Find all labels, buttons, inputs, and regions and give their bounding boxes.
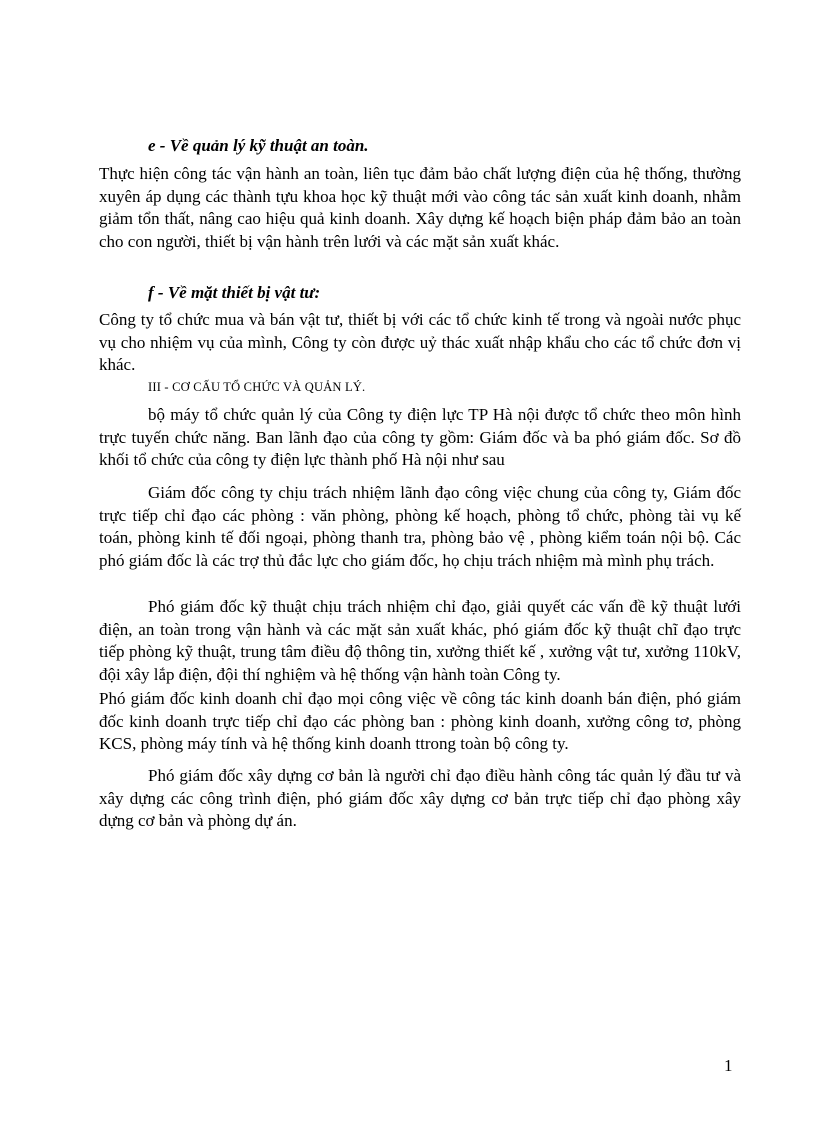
section-3-heading: III - CƠ CẤU TỔ CHỨC VÀ QUẢN LÝ. (148, 380, 366, 394)
business-deputy-paragraph: Phó giám đốc kinh doanh chỉ đạo mọi công việc về công tác kinh doanh bán điện, phó giám đốc kinh doanh trực tiếp chỉ đạo các phòng ban : phòng kinh doanh, xưởng công tơ, phòng KCS, phòng máy tính và hệ thống kinh doanh ttrong toàn bộ công ty. (99, 689, 741, 754)
director-paragraph: Giám đốc công ty chịu trách nhiệm lãnh đạo công việc chung của công ty, Giám đốc trực tiếp chỉ đạo các phòng : văn phòng, phòng kế hoạch, phòng tổ chức, phòng tài vụ kế toán, phòng kinh tế đối ngoại, phòng thanh tra, phòng bảo vệ , phòng kiểm toán nội bộ. Các phó giám đốc là các trợ thủ đắc lực cho giám đốc, họ chịu trách nhiệm mà mình phụ trách. (99, 483, 741, 570)
page-number: 1 (724, 1056, 733, 1075)
section-e-paragraph: Thực hiện công tác vận hành an toàn, liên tục đảm bảo chất lượng điện của hệ thống, thường xuyên áp dụng các thành tựu khoa học kỹ thuật mới vào công tác sản xuất kinh doanh, nhằm giảm tổn thất, nâng cao hiệu quả kinh doanh. Xây dựng kế hoạch biện pháp đảm bảo an toàn cho con người, thiết bị vận hành trên lưới và các mặt sản xuất khác. (99, 164, 741, 251)
section-f-heading: f - Về mặt thiết bị vật tư: (148, 283, 321, 302)
section-f-paragraph: Công ty tổ chức mua và bán vật tư, thiết bị với các tổ chức kinh tế trong và ngoài nước phục vụ cho nhiệm vụ của mình, Công ty còn được uỷ thác xuất nhập khẩu cho các tổ chức đơn vị khác. (99, 310, 741, 375)
technical-deputy-paragraph: Phó giám đốc kỹ thuật chịu trách nhiệm chỉ đạo, giải quyết các vấn đề kỹ thuật lưới điện, an toàn trong vận hành và các mặt sản xuất khác, phó giám đốc kỹ thuật chĩ đạo trực tiếp phòng kỹ thuật, trung tâm điều độ thông tin, xưởng thiết kế , xưởng vật tư, xưởng 110kV, đội xây lắp điện, đội thí nghiệm và hệ thống vận hành toàn Công ty. (99, 597, 741, 684)
section-e-heading: e - Về quản lý kỹ thuật an toàn. (148, 136, 369, 155)
construction-deputy-paragraph: Phó giám đốc xây dựng cơ bản là người chỉ đạo điều hành công tác quản lý đầu tư và xây dựng các công trình điện, phó giám đốc xây dựng cơ bản trực tiếp chỉ đạo phòng xây dựng cơ bản và phòng dự án. (99, 766, 741, 831)
org-structure-paragraph: bộ máy tổ chức quản lý của Công ty điện lực TP Hà nội được tổ chức theo môn hình trực tuyến chức năng. Ban lãnh đạo của công ty gồm: Giám đốc và ba phó giám đốc. Sơ đồ khối tổ chức của công ty điện lực thành phố Hà nội như sau (99, 405, 741, 470)
